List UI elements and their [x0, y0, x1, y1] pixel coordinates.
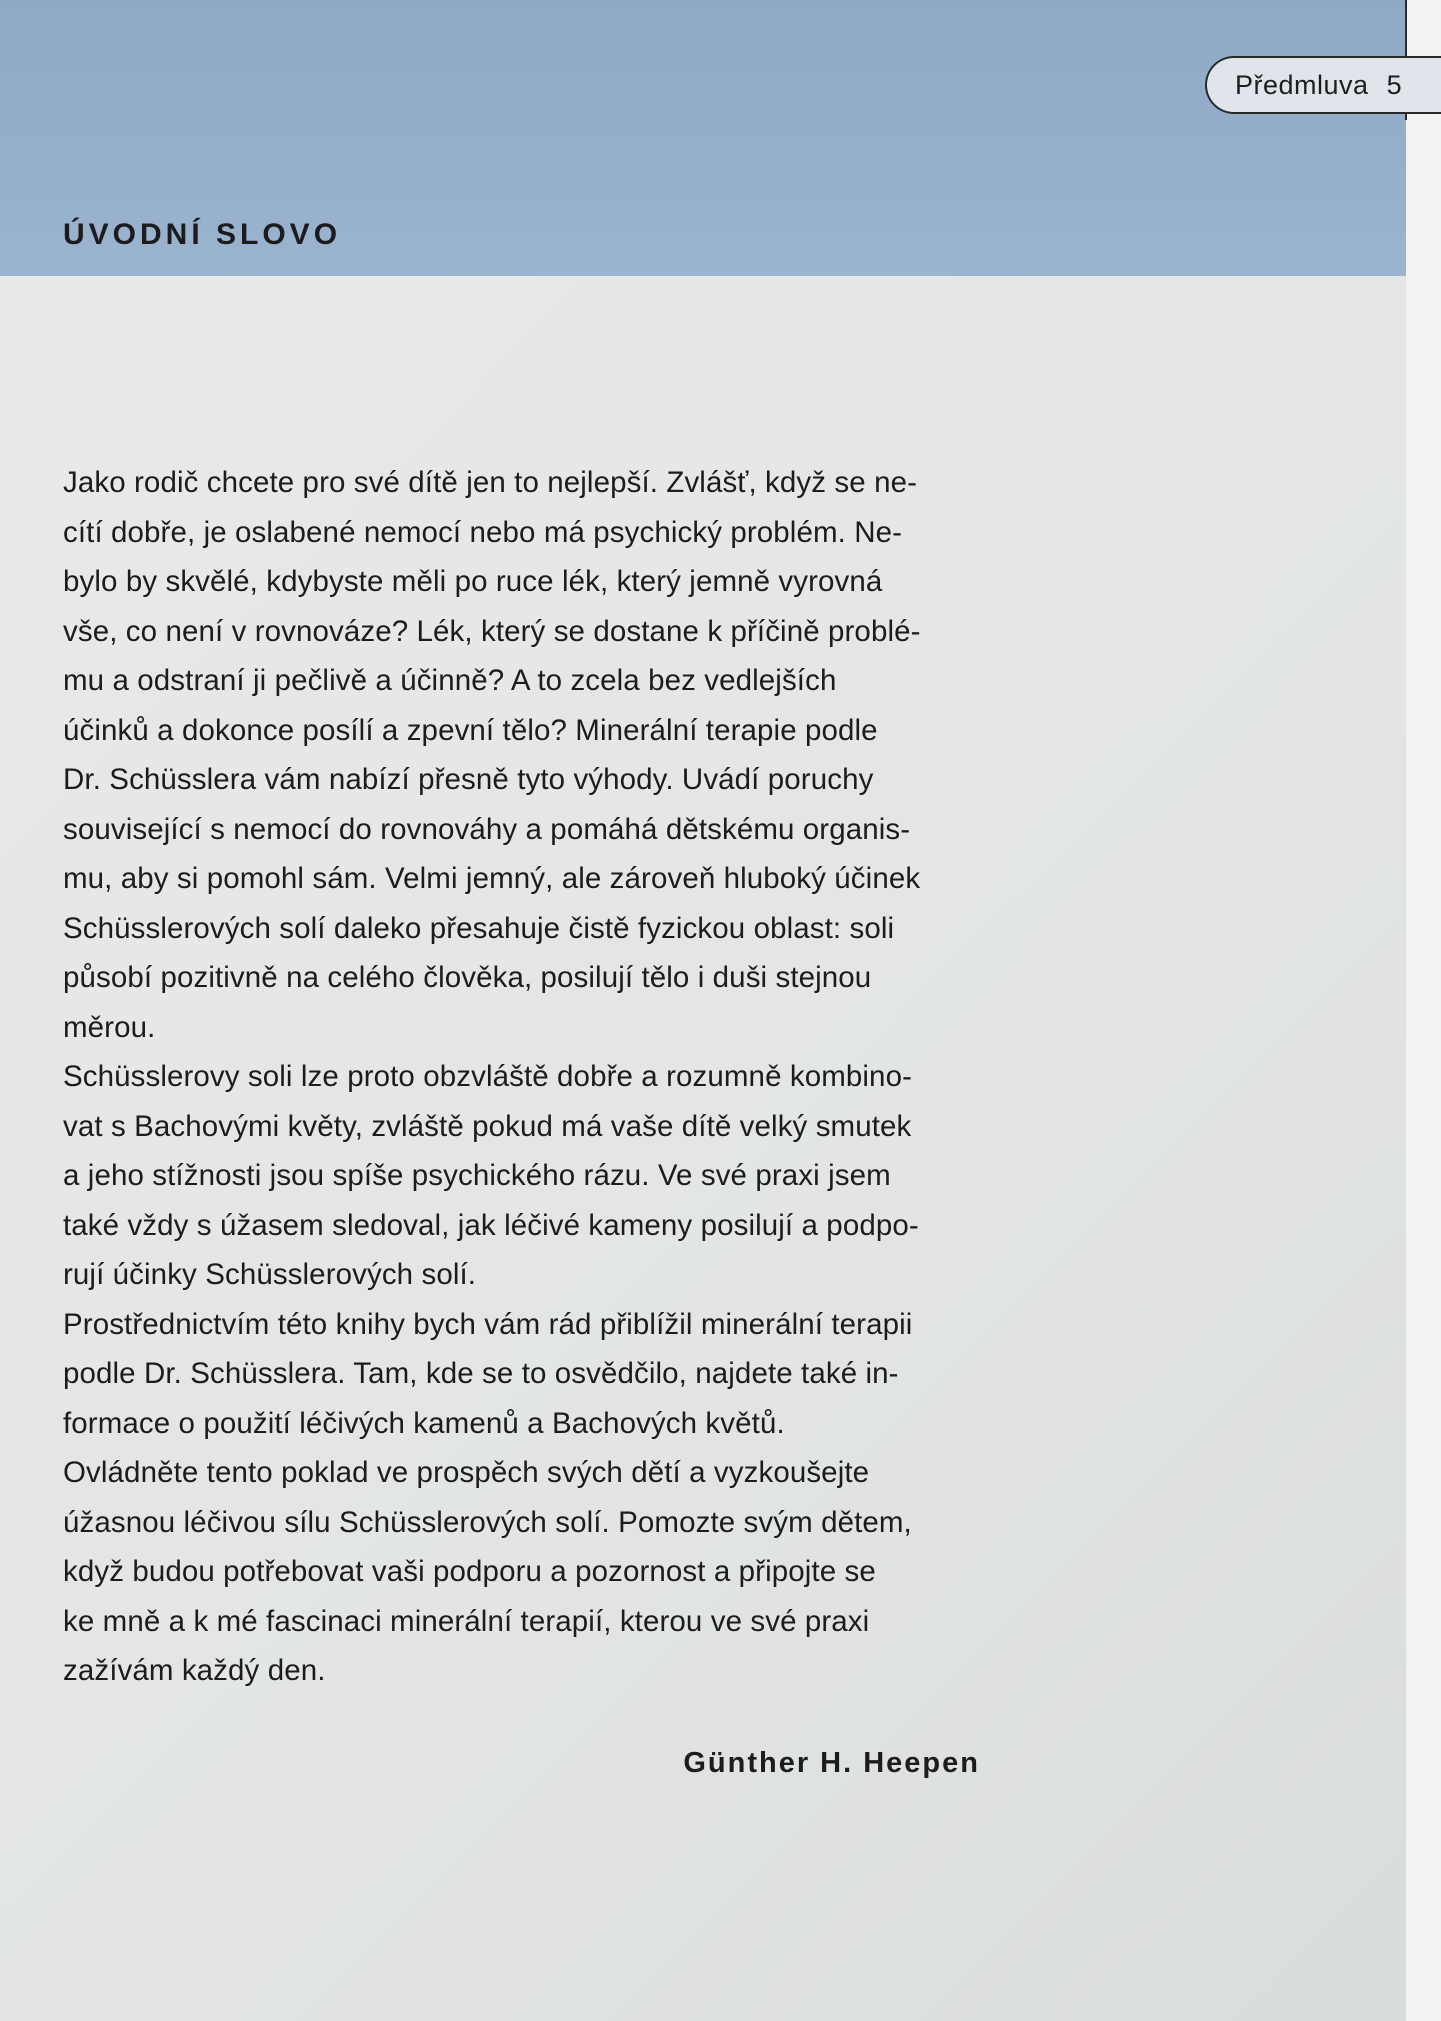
text-line: mu a odstraní ji pečlivě a účinně? A to zcela bez vedlejších	[63, 664, 837, 697]
body-text	[63, 458, 1063, 1696]
text-line: formace o použití léčivých kamenů a Bachových květů.	[63, 1406, 785, 1440]
text-line: a jeho stížnosti jsou spíše psychického rázu. Ve své praxi jsem	[63, 1159, 891, 1192]
text-line: mu, aby si pomohl sám. Velmi jemný, ale zároveň hluboký účinek	[63, 862, 921, 895]
text-line: Schüsslerovy soli lze proto obzvláště dobře a rozumně kombino-	[63, 1060, 912, 1093]
text-line: bylo by skvělé, kdybyste měli po ruce lék, který jemně vyrovná	[63, 565, 883, 598]
section-title: ÚVODNÍ SLOVO	[63, 218, 342, 251]
text-line: působí pozitivně na celého člověka, posilují tělo i duši stejnou	[63, 961, 872, 994]
running-head-label: Předmluva	[1235, 69, 1369, 100]
text-line: zažívám každý den.	[63, 1654, 326, 1687]
text-line: Ovládněte tento poklad ve prospěch svých dětí a vyzkoušejte	[63, 1456, 870, 1489]
text-line: vat s Bachovými květy, zvláště pokud má vaše dítě velký smutek	[63, 1109, 912, 1143]
text-line: Prostřednictvím této knihy bych vám rád přiblížil minerální terapii	[63, 1307, 913, 1341]
page-edge	[1406, 0, 1441, 2021]
page-number: 5	[1386, 69, 1403, 100]
text-line: úžasnou léčivou sílu Schüsslerových solí. Pomozte svým dětem,	[63, 1505, 912, 1539]
text-line: cítí dobře, je oslabené nemocí nebo má psychický problém. Ne-	[63, 515, 903, 549]
text-line: když budou potřebovat vaši podporu a pozornost a připojte se	[63, 1555, 876, 1588]
author-signature: Günther H. Heepen	[683, 1747, 980, 1779]
text-line: rují účinky Schüsslerových solí.	[63, 1258, 477, 1291]
text-line: související s nemocí do rovnováhy a pomáhá dětskému organis-	[63, 812, 911, 846]
text-line: vše, co není v rovnováze? Lék, který se dostane k příčině problé-	[63, 614, 921, 648]
text-line: podle Dr. Schüsslera. Tam, kde se to osvědčilo, najdete také in-	[63, 1357, 899, 1390]
text-line: také vždy s úžasem sledoval, jak léčivé kameny posilují a podpo-	[63, 1208, 919, 1242]
text-line: měrou.	[63, 1010, 156, 1044]
text-line: ke mně a k mé fascinaci minerální terapií, kterou ve své praxi	[63, 1604, 870, 1638]
text-line: Jako rodič chcete pro své dítě jen to nejlepší. Zvlášť, když se ne-	[63, 466, 918, 499]
running-head-tab	[1205, 56, 1441, 114]
text-line: Schüsslerových solí daleko přesahuje čistě fyzickou oblast: soli	[63, 911, 895, 945]
text-line: Dr. Schüsslera vám nabízí přesně tyto výhody. Uvádí poruchy	[63, 763, 874, 796]
text-line: účinků a dokonce posílí a zpevní tělo? Minerální terapie podle	[63, 713, 878, 747]
